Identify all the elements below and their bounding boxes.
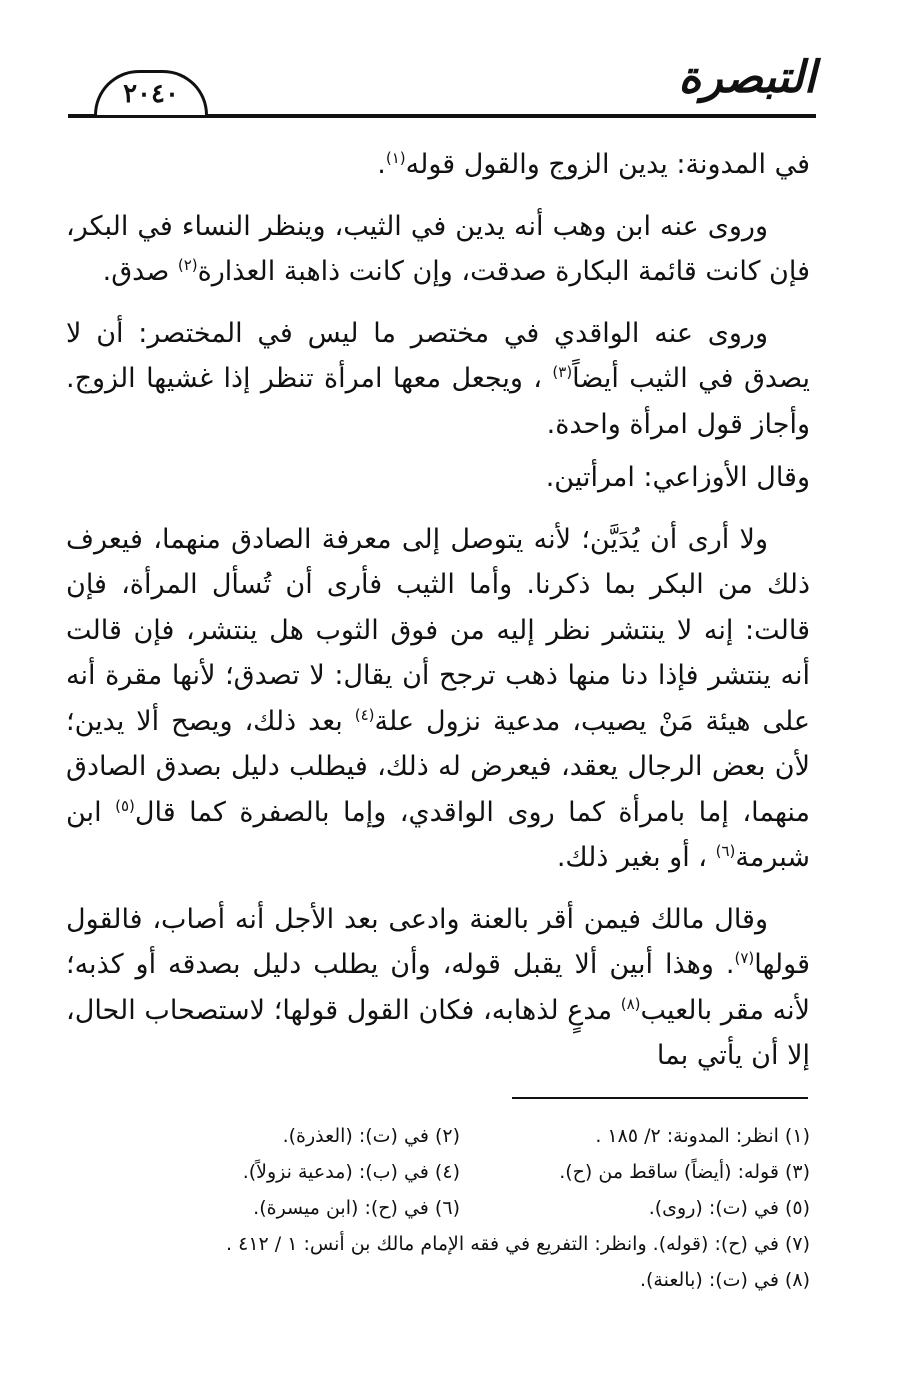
book-title: التبصرة (678, 52, 816, 103)
text-run: في المدونة: يدين الزوج والقول قوله (405, 149, 810, 180)
text-run: . (377, 149, 386, 180)
paragraph-5 (66, 517, 810, 881)
paragraph-1 (66, 142, 810, 188)
footnote-row (110, 1154, 810, 1190)
paragraph-2 (66, 204, 810, 295)
footnote-row (110, 1190, 810, 1226)
text-run: . وهذا أبين ألا يقبل قوله، وأن يطلب دليل بصدقه أو كذبه؛ لأنه مقر بالعيب (66, 949, 810, 1026)
footnote-2: (٢) في (ت): (العذرة). (282, 1125, 460, 1147)
footnote-5: (٥) في (ت): (روى). (648, 1197, 810, 1219)
text-run: صدق. (102, 256, 178, 287)
footnote-ref: (٣) (552, 363, 573, 381)
footnote-ref: (٥) (115, 796, 135, 815)
main-text (66, 142, 810, 1095)
page-header (60, 48, 816, 130)
paragraph-3 (66, 311, 810, 448)
text-run: ، ويجعل معها امرأة تنظر إذا غشيها الزوج. وأجاز قول امرأة واحدة. (66, 363, 810, 440)
text-run: ، أو بغير ذلك. (556, 842, 716, 873)
footnote-3: (٣) قوله: (أيضاً) ساقط من (ح). (559, 1161, 810, 1183)
text-run: وقال مالك فيمن أقر بالعنة وادعى بعد الأجل أنه أصاب، فالقول قولها (66, 903, 810, 980)
footnote-ref: (٨) (620, 994, 641, 1013)
paragraph-4 (66, 455, 810, 501)
footnote-ref: (٦) (715, 842, 736, 860)
footnote-6: (٦) في (ح): (ابن ميسرة). (253, 1197, 460, 1219)
text-run: ابن شبرمة (66, 796, 810, 873)
paragraph-6 (66, 897, 810, 1079)
footnote-7: (٧) في (ح): (قوله). وانظر: التفريع في فقه الإمام مالك بن أنس: ١ / ٤١٢ . (226, 1233, 810, 1255)
text-run: ولا أرى أن يُدَيَّن؛ لأنه يتوصل إلى معرفة الصادق منهما، فيعرف ذلك من البكر بما ذكرنا. وأما الثيب فأرى أن تُسأل المرأة، فإن قالت: إنه لا ينتشر نظر إليه من فوق الثوب هل ينتشر، فإن قالت أنه ينتشر فإذا دنا منها ذهب ترجح أن يقال: لا تصدق؛ لأنها مقرة أنه على هيئة مَنْ يصيب، مدعية نزول علة (66, 523, 810, 737)
footnote-4: (٤) في (ب): (مدعية نزولاً). (242, 1161, 460, 1183)
text-run: مدعٍ لذهابه، فكان القول قولها؛ لاستصحاب الحال، إلا أن يأتي بما (66, 994, 810, 1071)
footnote-ref: (٧) (734, 949, 755, 967)
footnote-8: (٨) في (ت): (بالعنة). (639, 1269, 810, 1291)
text-run: بعد ذلك، ويصح ألا يدين؛ لأن بعض الرجال يعقد، فيعرض له ذلك، فيطلب دليل بصدق الصادق منهما، إما بامرأة كما روى الواقدي، وإما بالصفرة كما قال (66, 705, 810, 828)
footnote-ref: (٤) (354, 705, 375, 724)
text-run: وروى عنه ابن وهب أنه يدين في الثيب، وينظر النساء في البكر، فإن كانت قائمة البكارة صدقت، وإن كانت ذاهبة العذارة (66, 210, 810, 287)
footnotes (110, 1118, 810, 1298)
footnote-ref: (٢) (177, 256, 198, 274)
footnote-1: (١) انظر: المدونة: ٢/ ١٨٥ . (595, 1125, 810, 1147)
footnote-row (110, 1118, 810, 1154)
footnote-separator (512, 1097, 808, 1099)
footnote-ref: (١) (385, 149, 406, 167)
text-run: وقال الأوزاعي: امرأتين. (545, 462, 810, 493)
page-number: ٢٠٤٠ (94, 70, 208, 115)
text-run: وروى عنه الواقدي في مختصر ما ليس في المختصر: أن لا يصدق في الثيب أيضاً (66, 317, 810, 394)
